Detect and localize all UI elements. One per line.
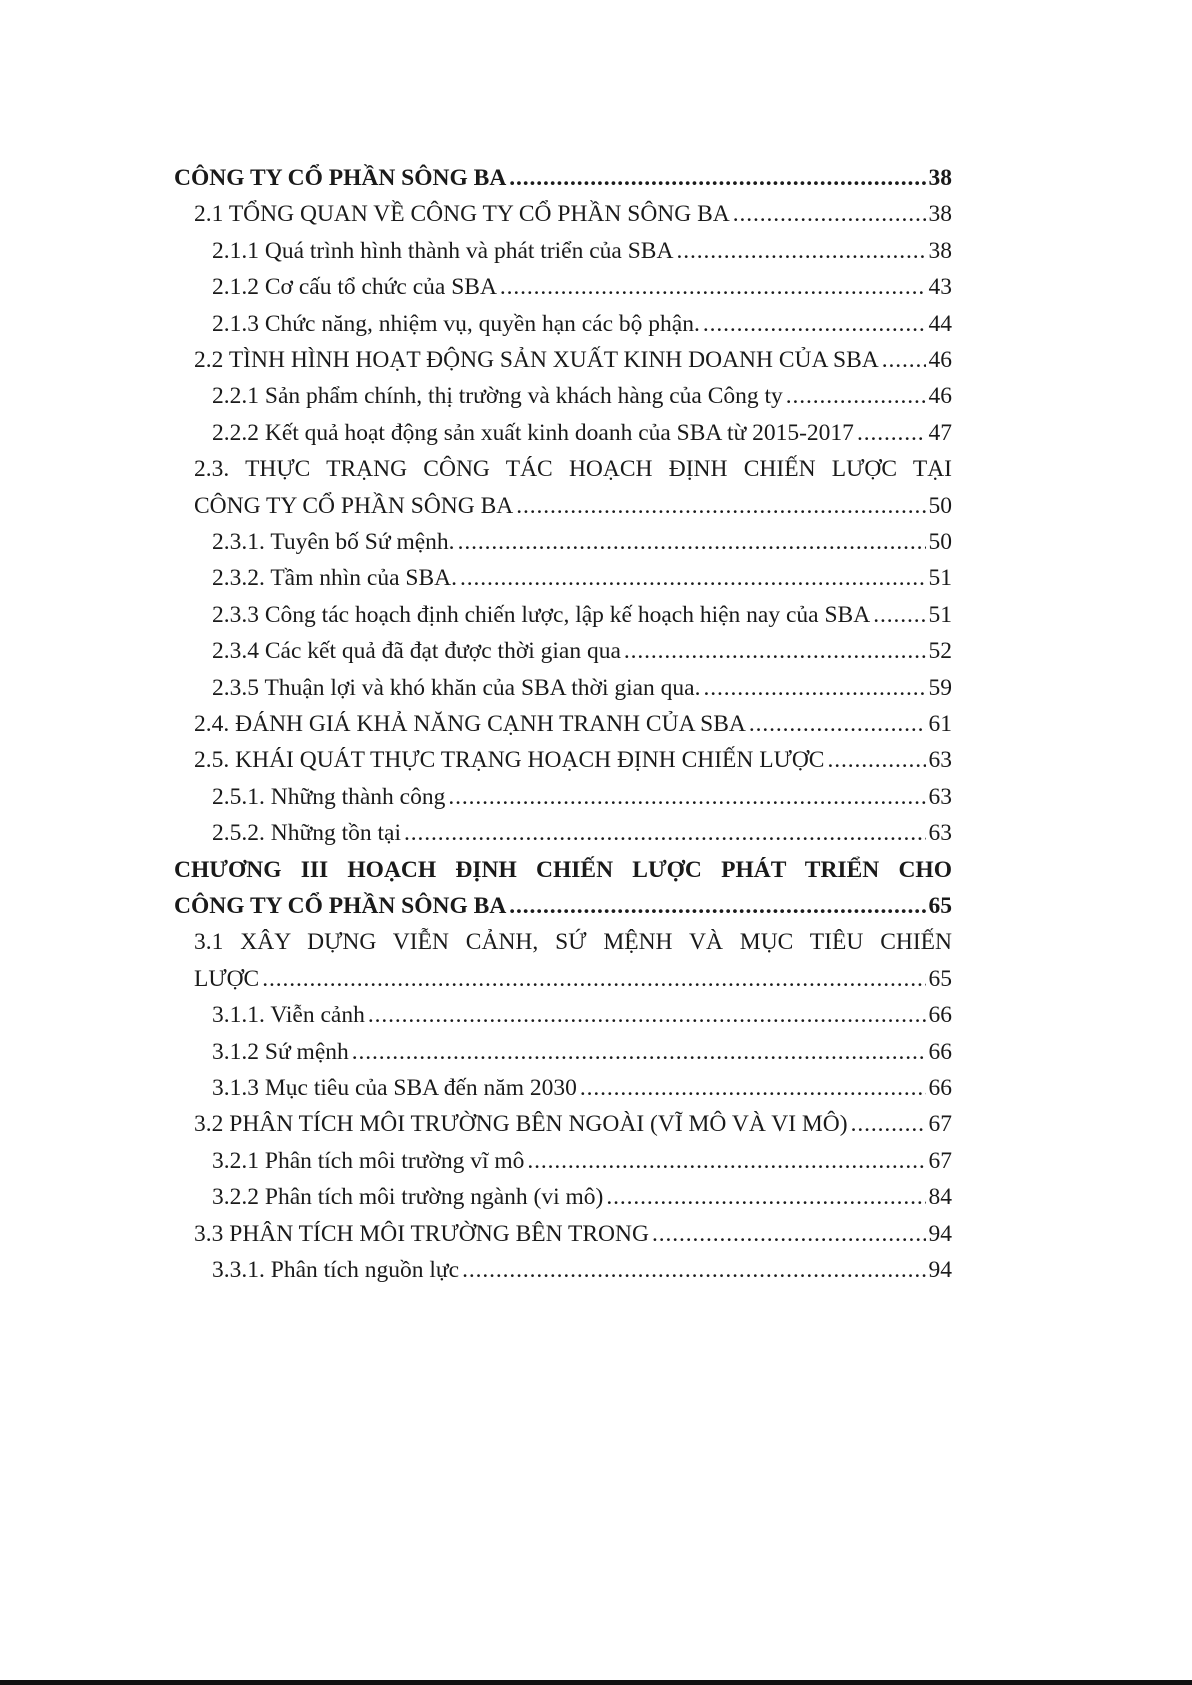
toc-entry-title: 3.3 PHÂN TÍCH MÔI TRƯỜNG BÊN TRONG — [194, 1220, 649, 1247]
toc-entry-title: CÔNG TY CỔ PHẦN SÔNG BA — [174, 165, 507, 191]
toc-dot-leader — [703, 309, 926, 339]
toc-dot-leader — [458, 527, 926, 557]
toc-entry[interactable] — [194, 745, 952, 775]
toc-page-number: 52 — [928, 638, 952, 665]
toc-page-number: 65 — [928, 965, 952, 992]
toc-entry-title: 2.1.1 Quá trình hình thành và phát triển của SBA — [212, 237, 674, 264]
toc-dot-leader — [606, 1182, 925, 1212]
toc-page-number: 63 — [928, 783, 952, 810]
toc-entry-title: 2.5.1. Những thành công — [212, 783, 446, 810]
toc-page-number: 43 — [928, 274, 952, 301]
toc-entry[interactable] — [212, 272, 952, 302]
toc-dot-leader — [873, 600, 925, 630]
toc-entry[interactable] — [212, 1182, 952, 1212]
toc-page-number: 51 — [928, 601, 952, 628]
toc-entry[interactable] — [194, 1219, 952, 1249]
toc-entry-title: 3.3.1. Phân tích nguồn lực — [212, 1257, 460, 1283]
toc-entry-title: 2.1.3 Chức năng, nhiệm vụ, quyền hạn các bộ phận. — [212, 310, 700, 337]
toc-dot-leader — [509, 163, 925, 193]
toc-dot-leader — [527, 1146, 925, 1176]
toc-dot-leader — [851, 1109, 926, 1139]
toc-page-number: 65 — [928, 892, 952, 919]
toc-entry[interactable] — [212, 1073, 952, 1103]
toc-page-number: 46 — [928, 347, 952, 373]
toc-entry-title: 2.3.2. Tầm nhìn của SBA. — [212, 565, 457, 592]
toc-entry-title: CÔNG TY CỔ PHẦN SÔNG BA — [174, 892, 507, 919]
toc-page-number: 38 — [928, 237, 952, 264]
toc-entry[interactable] — [212, 636, 952, 666]
toc-dot-leader — [368, 1000, 926, 1030]
toc-entry-title: 2.5.2. Những tồn tại — [212, 820, 401, 847]
toc-dot-leader — [460, 563, 926, 593]
toc-entry[interactable] — [212, 1146, 952, 1176]
toc-entry-title: 3.2.1 Phân tích môi trường vĩ mô — [212, 1147, 525, 1174]
toc-entry[interactable] — [174, 855, 952, 928]
toc-dot-leader — [624, 636, 926, 666]
toc-page-number: 46 — [928, 383, 952, 410]
toc-entry[interactable] — [212, 309, 952, 339]
toc-entry-title-line1: 2.3. THỰC TRẠNG CÔNG TÁC HOẠCH ĐỊNH CHIẾN LƯỢC TẠI — [194, 456, 952, 483]
toc-entry-title: 2.3.3 Công tác hoạch định chiến lược, lập kế hoạch hiện nay của SBA — [212, 601, 871, 628]
toc-entry-title: 3.1.2 Sứ mệnh — [212, 1038, 349, 1065]
toc-page-number: 50 — [928, 529, 952, 555]
toc-entry-title-line1: CHƯƠNG III HOẠCH ĐỊNH CHIẾN LƯỢC PHÁT TRIỂN CHO — [174, 856, 952, 883]
toc-page-number: 66 — [928, 1002, 952, 1029]
toc-entry[interactable] — [212, 418, 952, 448]
toc-entry[interactable] — [212, 673, 952, 703]
toc-dot-leader — [580, 1073, 926, 1103]
toc-entry[interactable] — [212, 1255, 952, 1285]
toc-entry-title: 2.1.2 Cơ cấu tổ chức của SBA — [212, 274, 497, 301]
toc-dot-leader — [786, 381, 926, 411]
toc-entry[interactable] — [212, 236, 952, 266]
toc-page-number: 63 — [928, 820, 952, 847]
toc-dot-leader — [448, 782, 925, 812]
toc-entry[interactable] — [194, 345, 952, 375]
toc-dot-leader — [509, 891, 925, 921]
toc-dot-leader — [262, 964, 925, 994]
toc-page-number: 63 — [928, 747, 952, 774]
toc-entry-title: 2.3.5 Thuận lợi và khó khăn của SBA thời gian qua. — [212, 674, 701, 701]
toc-entry[interactable] — [174, 163, 952, 193]
toc-entry-title: 2.3.4 Các kết quả đã đạt được thời gian qua — [212, 638, 621, 665]
toc-page-number: 66 — [928, 1038, 952, 1065]
toc-entry-title: 2.2.2 Kết quả hoạt động sản xuất kinh doanh của SBA từ 2015-2017 — [212, 419, 854, 446]
toc-dot-leader — [652, 1219, 926, 1249]
toc-page-number: 66 — [928, 1075, 952, 1101]
toc-entry[interactable] — [212, 1037, 952, 1067]
toc-dot-leader — [352, 1037, 926, 1067]
toc-entry[interactable] — [194, 199, 952, 229]
toc-dot-leader — [404, 818, 926, 848]
toc-page-number: 94 — [928, 1257, 952, 1283]
toc-page-number: 51 — [928, 565, 952, 592]
toc-entry[interactable] — [194, 927, 952, 1000]
toc-entry[interactable] — [212, 600, 952, 630]
toc-dot-leader — [704, 673, 926, 703]
toc-page-number: 67 — [928, 1147, 952, 1174]
toc-page-number: 84 — [928, 1184, 952, 1211]
toc-entry-title: 3.2 PHÂN TÍCH MÔI TRƯỜNG BÊN NGOÀI (VĨ MÔ VÀ VI MÔ) — [194, 1111, 848, 1138]
toc-entry-title: 3.1.3 Mục tiêu của SBA đến năm 2030 — [212, 1075, 577, 1101]
toc-dot-leader — [676, 236, 925, 266]
toc-entry[interactable] — [212, 782, 952, 812]
toc-dot-leader — [500, 272, 926, 302]
toc-dot-leader — [857, 418, 926, 448]
toc-entry-title: LƯỢC — [194, 965, 260, 992]
toc-dot-leader — [749, 709, 926, 739]
toc-entry[interactable] — [212, 1000, 952, 1030]
toc-entry-title: 2.3.1. Tuyên bố Sứ mệnh. — [212, 529, 455, 555]
toc-entry-title: 2.4. ĐÁNH GIÁ KHẢ NĂNG CẠNH TRANH CỦA SBA — [194, 711, 746, 737]
toc-page-number: 67 — [928, 1111, 952, 1138]
toc-entry-title-line1: 3.1 XÂY DỰNG VIỄN CẢNH, SỨ MỆNH VÀ MỤC TIÊU CHIẾN — [194, 929, 952, 956]
toc-entry[interactable] — [212, 563, 952, 593]
toc-entry-title: 3.1.1. Viễn cảnh — [212, 1002, 365, 1029]
toc-entry[interactable] — [212, 527, 952, 557]
toc-dot-leader — [516, 491, 925, 521]
toc-dot-leader — [462, 1255, 925, 1285]
toc-entry-title: 3.2.2 Phân tích môi trường ngành (vi mô) — [212, 1184, 604, 1211]
toc-entry-title: 2.2 TÌNH HÌNH HOẠT ĐỘNG SẢN XUẤT KINH DOANH CỦA SBA — [194, 347, 879, 373]
toc-entry[interactable] — [194, 709, 952, 739]
toc-page-number: 38 — [928, 165, 952, 191]
toc-entry-title: CÔNG TY CỔ PHẦN SÔNG BA — [194, 492, 514, 519]
toc-entry-title: 2.5. KHÁI QUÁT THỰC TRẠNG HOẠCH ĐỊNH CHIẾN LƯỢC — [194, 747, 825, 774]
toc-dot-leader — [733, 199, 926, 229]
toc-page-number: 44 — [928, 310, 952, 337]
toc-page-number: 94 — [928, 1220, 952, 1247]
toc-entry-title: 2.1 TỔNG QUAN VỀ CÔNG TY CỔ PHẦN SÔNG BA — [194, 201, 730, 228]
toc-page-number: 59 — [928, 674, 952, 701]
toc-dot-leader — [882, 345, 926, 375]
toc-page-number: 38 — [928, 201, 952, 228]
toc-dot-leader — [827, 745, 925, 775]
toc-entry[interactable] — [212, 818, 952, 848]
toc-page-number: 50 — [928, 492, 952, 519]
toc-entry-title: 2.2.1 Sản phẩm chính, thị trường và khách hàng của Công ty — [212, 383, 783, 410]
toc-page-number: 47 — [928, 419, 952, 446]
toc-entry[interactable] — [212, 381, 952, 411]
toc-entry[interactable] — [194, 454, 952, 527]
toc-page-number: 61 — [928, 711, 952, 737]
toc-entry[interactable] — [194, 1109, 952, 1139]
page-bottom-border — [0, 1680, 1192, 1685]
